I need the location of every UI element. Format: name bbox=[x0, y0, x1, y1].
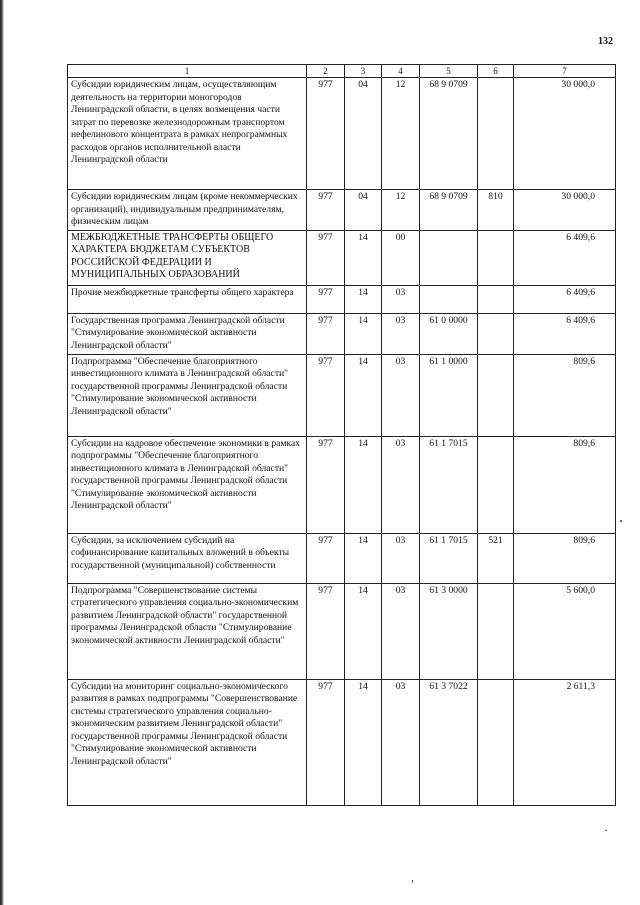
cell-subsection: 03 bbox=[382, 285, 420, 313]
cell-target-article: 61 1 7015 bbox=[420, 436, 478, 533]
row-name: Прочие межбюджетные трансферты общего характера bbox=[68, 285, 307, 313]
cell-amount: 809,6 bbox=[514, 436, 616, 533]
cell-section: 14 bbox=[345, 285, 382, 313]
cell-expense-type bbox=[478, 78, 514, 190]
cell-ministry: 977 bbox=[307, 533, 345, 583]
cell-subsection: 03 bbox=[382, 533, 420, 583]
cell-subsection: 03 bbox=[382, 583, 420, 679]
row-name: Субсидии, за исключением субсидий на софинансирование капитальных вложений в объекты государственной (муниципальной) собственности bbox=[68, 533, 307, 583]
column-header: 7 bbox=[514, 65, 616, 78]
cell-ministry: 977 bbox=[307, 354, 345, 436]
cell-ministry: 977 bbox=[307, 78, 345, 190]
column-header: 1 bbox=[68, 65, 307, 78]
cell-amount: 30 000,0 bbox=[514, 78, 616, 190]
cell-target-article: 61 1 7015 bbox=[420, 533, 478, 583]
cell-section: 14 bbox=[345, 230, 382, 285]
table-row bbox=[68, 583, 616, 679]
row-name: Субсидии юридическим лицам (кроме некоммерческих организаций), индивидуальным предпринимателям, физическим лицам bbox=[68, 190, 307, 231]
cell-section: 14 bbox=[345, 354, 382, 436]
cell-target-article: 61 0 0000 bbox=[420, 313, 478, 354]
cell-ministry: 977 bbox=[307, 313, 345, 354]
page-number: 132 bbox=[598, 36, 613, 47]
cell-section: 14 bbox=[345, 533, 382, 583]
cell-subsection: 03 bbox=[382, 354, 420, 436]
cell-expense-type bbox=[478, 679, 514, 805]
row-name: Государственная программа Ленинградской области "Стимулирование экономической активности Ленинградской области" bbox=[68, 313, 307, 354]
column-header: 5 bbox=[420, 65, 478, 78]
table-header-row bbox=[68, 65, 616, 78]
cell-section: 14 bbox=[345, 583, 382, 679]
table-row bbox=[68, 436, 616, 533]
cell-expense-type bbox=[478, 436, 514, 533]
cell-amount: 809,6 bbox=[514, 533, 616, 583]
cell-target-article bbox=[420, 285, 478, 313]
cell-section: 14 bbox=[345, 313, 382, 354]
row-name: Подпрограмма "Обеспечение благоприятного инвестиционного климата в Ленинградской области" государственной программы Ленинградской области "Стимулирование экономической активности Ленинградской области" bbox=[68, 354, 307, 436]
cell-subsection: 00 bbox=[382, 230, 420, 285]
scan-speck bbox=[412, 880, 413, 883]
cell-target-article: 68 9 0709 bbox=[420, 78, 478, 190]
cell-ministry: 977 bbox=[307, 190, 345, 231]
table-row bbox=[68, 78, 616, 190]
row-name: Подпрограмма "Совершенствование системы стратегического управления социально-экономическим развитием Ленинградской области" государственной программы Ленинградской области "Стимулирование экономической активности Ленинградской области" bbox=[68, 583, 307, 679]
table-row bbox=[68, 533, 616, 583]
cell-section: 04 bbox=[345, 78, 382, 190]
cell-expense-type bbox=[478, 313, 514, 354]
budget-table bbox=[67, 64, 616, 806]
cell-ministry: 977 bbox=[307, 436, 345, 533]
cell-subsection: 03 bbox=[382, 679, 420, 805]
scan-edge bbox=[0, 0, 4, 905]
cell-amount: 30 000,0 bbox=[514, 190, 616, 231]
cell-expense-type bbox=[478, 354, 514, 436]
cell-amount: 809,6 bbox=[514, 354, 616, 436]
column-header: 2 bbox=[307, 65, 345, 78]
cell-section: 14 bbox=[345, 679, 382, 805]
cell-ministry: 977 bbox=[307, 285, 345, 313]
column-header: 3 bbox=[345, 65, 382, 78]
cell-subsection: 12 bbox=[382, 190, 420, 231]
table-row bbox=[68, 190, 616, 231]
column-header: 4 bbox=[382, 65, 420, 78]
column-header: 6 bbox=[478, 65, 514, 78]
table-row bbox=[68, 285, 616, 313]
cell-ministry: 977 bbox=[307, 679, 345, 805]
cell-expense-type bbox=[478, 230, 514, 285]
table-row bbox=[68, 679, 616, 805]
cell-amount: 2 611,3 bbox=[514, 679, 616, 805]
cell-subsection: 03 bbox=[382, 313, 420, 354]
cell-amount: 6 409,6 bbox=[514, 313, 616, 354]
scan-speck bbox=[605, 830, 607, 831]
cell-ministry: 977 bbox=[307, 583, 345, 679]
cell-amount: 6 409,6 bbox=[514, 285, 616, 313]
cell-target-article: 61 3 7022 bbox=[420, 679, 478, 805]
cell-amount: 5 600,0 bbox=[514, 583, 616, 679]
cell-amount: 6 409,6 bbox=[514, 230, 616, 285]
cell-expense-type: 810 bbox=[478, 190, 514, 231]
cell-subsection: 03 bbox=[382, 436, 420, 533]
table-row bbox=[68, 354, 616, 436]
cell-subsection: 12 bbox=[382, 78, 420, 190]
cell-section: 14 bbox=[345, 436, 382, 533]
table-row bbox=[68, 313, 616, 354]
cell-ministry: 977 bbox=[307, 230, 345, 285]
row-name: Субсидии на мониторинг социально-экономического развития в рамках подпрограммы "Совершенствование системы стратегического управления социально-экономическим развитием Ленинградской области" государственной программы Ленинградской области "Стимулирование экономической активности Ленинградской области" bbox=[68, 679, 307, 805]
cell-target-article: 61 3 0000 bbox=[420, 583, 478, 679]
cell-target-article: 61 1 0000 bbox=[420, 354, 478, 436]
table-row bbox=[68, 230, 616, 285]
scan-speck bbox=[620, 520, 622, 522]
cell-target-article: 68 9 0709 bbox=[420, 190, 478, 231]
cell-expense-type: 521 bbox=[478, 533, 514, 583]
cell-section: 04 bbox=[345, 190, 382, 231]
row-name: Субсидии юридическим лицам, осуществляющим деятельность на территории моногородов Ленинградской области, в целях возмещения части затрат по перевозке железнодорожным транспортом нефелинового концентрата в рамках непрограммных расходов органов исполнительной власти Ленинградской области bbox=[68, 78, 307, 190]
cell-expense-type bbox=[478, 583, 514, 679]
cell-target-article bbox=[420, 230, 478, 285]
row-name: МЕЖБЮДЖЕТНЫЕ ТРАНСФЕРТЫ ОБЩЕГО ХАРАКТЕРА БЮДЖЕТАМ СУБЪЕКТОВ РОССИЙСКОЙ ФЕДЕРАЦИИ И МУНИЦИПАЛЬНЫХ ОБРАЗОВАНИЙ bbox=[68, 230, 307, 285]
cell-expense-type bbox=[478, 285, 514, 313]
row-name: Субсидии на кадровое обеспечение экономики в рамках подпрограммы "Обеспечение благоприятного инвестиционного климата в Ленинградской области" государственной программы Ленинградской области "Стимулирование экономической активности Ленинградской области" bbox=[68, 436, 307, 533]
